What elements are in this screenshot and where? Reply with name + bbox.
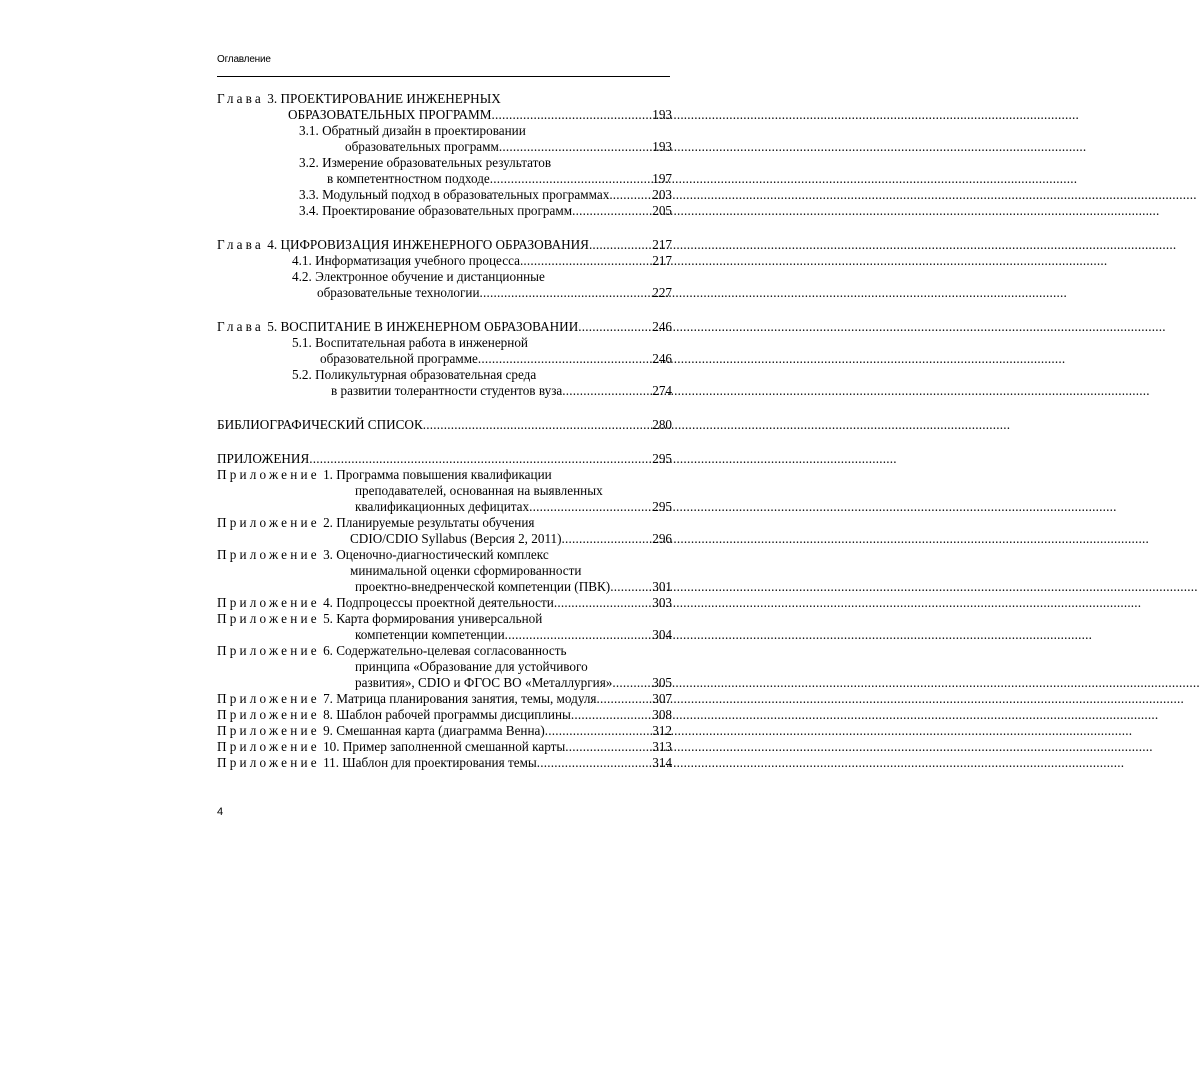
toc-section-4-2-line1[interactable] — [217, 269, 672, 285]
appendix-label: Приложение — [217, 467, 320, 482]
section-title: 3.1. Обратный дизайн в проектировании — [299, 123, 526, 138]
leader-dots — [537, 755, 652, 771]
appendix-title: 11. Шаблон для проектирования темы — [323, 755, 537, 770]
toc-appendix-5-line2[interactable] — [217, 627, 672, 643]
toc-section-3-4[interactable] — [217, 203, 672, 219]
toc-appendix-8[interactable] — [217, 707, 672, 723]
section-title-cont: образовательные технологии — [317, 285, 480, 300]
appendix-title-cont: принципа «Образование для устойчивого — [355, 659, 588, 674]
page-ref: 312 — [652, 723, 672, 738]
section-title: 3.2. Измерение образовательных результатов — [299, 155, 552, 170]
leader-dots — [309, 451, 652, 467]
section-title: 3.3. Модульный подход в образовательных программах — [299, 187, 610, 202]
appendix-title: 2. Планируемые результаты обучения — [323, 515, 535, 530]
toc-appendix-10[interactable] — [217, 739, 672, 755]
page-ref: 308 — [652, 707, 672, 722]
appendix-title-cont: CDIO/CDIO Syllabus (Версия 2, 2011) — [350, 531, 562, 546]
page-ref: 295 — [652, 451, 672, 466]
section-title: БИБЛИОГРАФИЧЕСКИЙ СПИСОК — [217, 417, 423, 432]
toc-appendix-6-line1[interactable] — [217, 643, 672, 659]
leader-dots — [529, 499, 652, 515]
page-ref: 307 — [652, 691, 672, 706]
toc-section-3-3[interactable] — [217, 187, 672, 203]
toc-appendix-6-line3[interactable] — [217, 675, 672, 691]
page-ref: 295 — [652, 499, 672, 514]
toc-bibliography[interactable] — [217, 417, 672, 433]
toc-appendix-1-line2[interactable] — [217, 483, 672, 499]
appendix-title-cont: компетенции компетенции — [355, 627, 505, 642]
toc-appendix-2-line2[interactable] — [217, 531, 672, 547]
leader-dots — [565, 739, 652, 755]
page-ref: 314 — [652, 755, 672, 770]
appendix-label: Приложение — [217, 595, 320, 610]
page-ref: 280 — [652, 417, 672, 432]
appendix-title: 9. Смешанная карта (диаграмма Венна) — [323, 723, 545, 738]
appendix-label: Приложение — [217, 723, 320, 738]
page-ref: 246 — [652, 319, 672, 334]
page-ref: 193 — [652, 139, 672, 154]
toc-section-4-1[interactable] — [217, 253, 672, 269]
appendix-title: 6. Содержательно-целевая согласованность — [323, 643, 567, 658]
page-ref: 304 — [652, 627, 672, 642]
section-title-cont: образовательной программе — [320, 351, 478, 366]
toc-appendix-4[interactable] — [217, 595, 672, 611]
toc-section-5-2-line1[interactable] — [217, 367, 672, 383]
appendix-title: 5. Карта формирования универсальной — [323, 611, 543, 626]
section-title: ПРИЛОЖЕНИЯ — [217, 451, 310, 466]
appendix-title-cont: проектно-внедренческой компетенции (ПВК) — [355, 579, 611, 594]
leader-dots — [554, 595, 652, 611]
page-ref: 313 — [652, 739, 672, 754]
leader-dots — [490, 171, 652, 187]
leader-dots — [571, 707, 652, 723]
toc-section-3-1-line1[interactable] — [217, 123, 672, 139]
appendix-label: Приложение — [217, 547, 320, 562]
table-of-contents — [217, 91, 672, 771]
leader-dots — [609, 187, 652, 203]
chapter-label: Глава — [217, 237, 264, 252]
toc-appendix-7[interactable] — [217, 691, 672, 707]
page-ref: 203 — [652, 187, 672, 202]
page-ref: 303 — [652, 595, 672, 610]
page-ref: 301 — [652, 579, 672, 594]
appendix-label: Приложение — [217, 739, 320, 754]
toc-section-4-2-line2[interactable] — [217, 285, 672, 301]
leader-dots — [562, 531, 653, 547]
section-title: 3.4. Проектирование образовательных программ — [299, 203, 573, 218]
page-ref: 193 — [652, 107, 672, 122]
section-title-cont: образовательных программ — [345, 139, 499, 154]
toc-chapter-5-title[interactable] — [217, 319, 672, 335]
leader-dots — [562, 383, 652, 399]
appendix-title: 3. Оценочно-диагностический комплекс — [323, 547, 549, 562]
appendix-title: 4. Подпроцессы проектной деятельности — [323, 595, 554, 610]
leader-dots — [478, 351, 652, 367]
toc-chapter-3-title-line1[interactable] — [217, 91, 672, 107]
section-title: 5.2. Поликультурная образовательная среда — [292, 367, 537, 382]
toc-appendix-2-line1[interactable] — [217, 515, 672, 531]
toc-appendix-3-line3[interactable] — [217, 579, 672, 595]
toc-appendix-11[interactable] — [217, 755, 672, 771]
toc-chapter-4-title[interactable] — [217, 237, 672, 253]
appendix-title: 1. Программа повышения квалификации — [323, 467, 552, 482]
toc-appendix-3-line2[interactable] — [217, 563, 672, 579]
page-ref: 246 — [652, 351, 672, 366]
leader-dots — [578, 319, 652, 335]
toc-appendix-5-line1[interactable] — [217, 611, 672, 627]
toc-section-3-2-line1[interactable] — [217, 155, 672, 171]
toc-appendix-1-line3[interactable] — [217, 499, 672, 515]
section-title: 4.1. Информатизация учебного процесса — [292, 253, 520, 268]
appendix-title: 7. Матрица планирования занятия, темы, модуля — [323, 691, 597, 706]
toc-appendix-3-line1[interactable] — [217, 547, 672, 563]
appendix-label: Приложение — [217, 611, 320, 626]
appendix-label: Приложение — [217, 515, 320, 530]
leader-dots — [596, 691, 652, 707]
toc-appendix-9[interactable] — [217, 723, 672, 739]
toc-appendices[interactable] — [217, 451, 672, 467]
leader-dots — [612, 675, 652, 691]
toc-section-5-1-line2[interactable] — [217, 351, 672, 367]
leader-dots — [589, 237, 652, 253]
toc-appendix-6-line2[interactable] — [217, 659, 672, 675]
section-title: 4.2. Электронное обучение и дистанционные — [292, 269, 545, 284]
toc-section-3-1-line2[interactable] — [217, 139, 672, 155]
page-ref: 217 — [652, 237, 672, 252]
page-ref: 274 — [652, 383, 672, 398]
page-number: 4 — [217, 806, 224, 818]
leader-dots — [480, 285, 653, 301]
page-ref: 197 — [652, 171, 672, 186]
running-header: Оглавление — [217, 54, 271, 65]
toc-appendix-1-line1[interactable] — [217, 467, 672, 483]
toc-section-5-2-line2[interactable] — [217, 383, 672, 399]
leader-dots — [505, 627, 653, 643]
leader-dots — [423, 417, 652, 433]
leader-dots — [499, 139, 652, 155]
chapter-title: 5. ВОСПИТАНИЕ В ИНЖЕНЕРНОМ ОБРАЗОВАНИИ — [267, 319, 579, 334]
appendix-title-cont: развития», CDIO и ФГОС ВО «Металлургия» — [355, 675, 613, 690]
appendix-title-cont: преподавателей, основанная на выявленных — [355, 483, 603, 498]
appendix-label: Приложение — [217, 691, 320, 706]
toc-section-5-1-line1[interactable] — [217, 335, 672, 351]
section-title-cont: в компетентностном подходе — [327, 171, 490, 186]
chapter-title: 3. ПРОЕКТИРОВАНИЕ ИНЖЕНЕРНЫХ — [267, 91, 501, 106]
page-ref: 205 — [652, 203, 672, 218]
leader-dots — [610, 579, 652, 595]
leader-dots — [491, 107, 652, 123]
page-ref: 305 — [652, 675, 672, 690]
page-ref: 296 — [652, 531, 672, 546]
appendix-title-cont: квалификационных дефицитах — [355, 499, 530, 514]
toc-chapter-3-title-line2[interactable] — [217, 107, 672, 123]
chapter-label: Глава — [217, 319, 264, 334]
chapter-label: Глава — [217, 91, 264, 106]
appendix-title-cont: минимальной оценки сформированности — [350, 563, 582, 578]
appendix-label: Приложение — [217, 643, 320, 658]
page-ref: 217 — [652, 253, 672, 268]
header-rule — [217, 76, 670, 77]
section-title-cont: в развитии толерантности студентов вуза — [331, 383, 563, 398]
toc-section-3-2-line2[interactable] — [217, 171, 672, 187]
leader-dots — [545, 723, 652, 739]
section-title: 5.1. Воспитательная работа в инженерной — [292, 335, 528, 350]
appendix-label: Приложение — [217, 707, 320, 722]
chapter-title: 4. ЦИФРОВИЗАЦИЯ ИНЖЕНЕРНОГО ОБРАЗОВАНИЯ — [267, 237, 589, 252]
leader-dots — [520, 253, 652, 269]
appendix-title: 10. Пример заполненной смешанной карты — [323, 739, 566, 754]
chapter-title-cont: ОБРАЗОВАТЕЛЬНЫХ ПРОГРАММ — [288, 107, 492, 122]
page-ref: 227 — [652, 285, 672, 300]
appendix-title: 8. Шаблон рабочей программы дисциплины — [323, 707, 571, 722]
appendix-label: Приложение — [217, 755, 320, 770]
leader-dots — [572, 203, 652, 219]
